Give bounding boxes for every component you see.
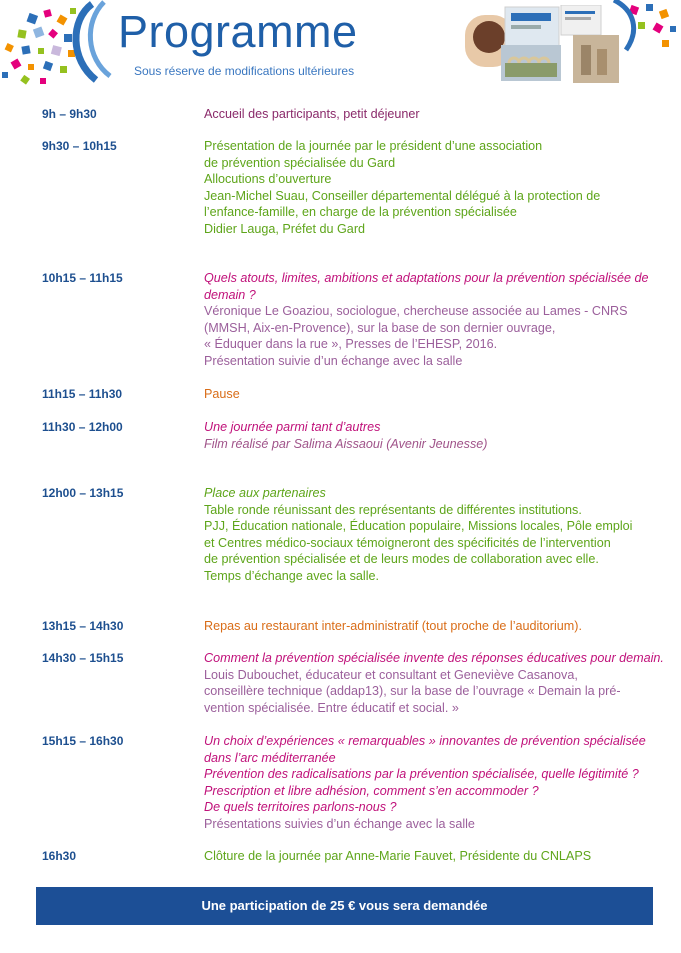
schedule-line: « Éduquer dans la rue », Presses de l’EHESP, 2016. — [204, 337, 498, 352]
confetti-decoration-right — [600, 0, 681, 60]
schedule-description — [204, 106, 624, 123]
schedule-time: 11h15 – 11h30 — [42, 387, 123, 401]
schedule-line: Jean-Michel Suau, Conseiller départemental délégué à la protection de — [204, 188, 601, 203]
schedule-line: l’enfance-famille, en charge de la prévention spécialisée — [204, 205, 517, 220]
schedule-description — [204, 386, 624, 403]
schedule-line: Présentations suivies d’un échange avec la salle — [204, 816, 475, 831]
schedule-line: Quels atouts, limites, ambitions et adaptations pour la prévention spécialisée de — [204, 271, 649, 285]
schedule-line: Repas au restaurant inter-administratif (tout proche de l’auditorium). — [204, 619, 582, 633]
schedule-line: Présentation de la journée par le président d’une association — [204, 139, 543, 153]
schedule-line: De quels territoires parlons-nous ? — [204, 800, 397, 815]
schedule-time: 11h30 – 12h00 — [42, 420, 123, 434]
schedule-line: vention spécialisée. Entre éducatif et social. » — [204, 700, 459, 715]
schedule-time: 14h30 – 15h15 — [42, 651, 124, 665]
schedule-time: 16h30 — [42, 849, 77, 863]
schedule-line: Place aux partenaires — [204, 486, 326, 500]
schedule-line: de prévention spécialisée du Gard — [204, 155, 396, 170]
page-subtitle: Sous réserve de modifications ultérieures — [134, 64, 355, 78]
page-header — [0, 0, 681, 95]
schedule-line: Clôture de la journée par Anne-Marie Fauvet, Présidente du CNLAPS — [204, 849, 592, 863]
schedule-line: Didier Lauga, Préfet du Gard — [204, 221, 366, 236]
schedule-line: Temps d’échange avec la salle. — [204, 568, 380, 583]
schedule-line: de prévention spécialisée et de leurs modes de collaboration avec elle. — [204, 552, 599, 567]
schedule-time: 15h15 – 16h30 — [42, 734, 124, 748]
schedule-line: demain ? — [204, 287, 256, 302]
schedule-line: Véronique Le Goaziou, sociologue, chercheuse associée au Lames - CNRS — [204, 304, 628, 319]
page-title: Programme — [118, 6, 358, 57]
schedule-line: Présentation suivie d’un échange avec la salle — [204, 353, 463, 368]
photo-collage-image — [465, 5, 620, 87]
schedule-line: Prescription et libre adhésion, comment s’en accommoder ? — [204, 783, 539, 798]
schedule-line: Un choix d’expériences « remarquables » innovantes de prévention spécialisée — [204, 734, 646, 748]
schedule-line: Comment la prévention spécialisée invente des réponses éducatives pour demain. — [204, 651, 664, 665]
schedule-line: PJJ, Éducation nationale, Éducation populaire, Missions locales, Pôle emploi — [204, 519, 633, 534]
schedule-line: Allocutions d’ouverture — [204, 172, 332, 187]
schedule-line: dans l’arc méditerranée — [204, 750, 336, 765]
schedule-description — [204, 848, 624, 865]
schedule-time: 13h15 – 14h30 — [42, 619, 124, 633]
schedule-time: 9h – 9h30 — [42, 107, 97, 121]
schedule-line: Accueil des participants, petit déjeuner — [204, 107, 420, 121]
participation-fee-banner: Une participation de 25 € vous sera demandée — [36, 887, 653, 925]
schedule-line: Table ronde réunissant des représentants de différentes institutions. — [204, 502, 582, 517]
schedule-line: conseillère technique (addap13), sur la base de l’ouvrage « Demain la pré- — [204, 684, 621, 699]
schedule-description — [204, 733, 646, 833]
schedule-time: 9h30 – 10h15 — [42, 139, 117, 153]
schedule-description — [204, 650, 664, 716]
schedule-line: Une journée parmi tant d’autres — [204, 420, 381, 434]
schedule-time: 10h15 – 11h15 — [42, 271, 123, 285]
confetti-decoration-left — [0, 0, 118, 95]
schedule-time: 12h00 – 13h15 — [42, 486, 124, 500]
schedule-line: Prévention des radicalisations par la prévention spécialisée, quelle légitimité ? — [204, 767, 639, 782]
schedule-line: (MMSH, Aix-en-Provence), sur la base de son dernier ouvrage, — [204, 320, 556, 335]
schedule-line: Louis Dubouchet, éducateur et consultant et Geneviève Casanova, — [204, 667, 578, 682]
schedule-description — [204, 485, 633, 585]
schedule-description — [204, 618, 624, 635]
schedule-description — [204, 138, 624, 238]
schedule-description — [204, 270, 649, 370]
schedule-line: et Centres médico-sociaux témoigneront des spécificités de l’intervention — [204, 535, 611, 550]
schedule-description — [204, 419, 624, 452]
schedule-line: Pause — [204, 387, 240, 401]
schedule-line: Film réalisé par Salima Aissaoui (Avenir Jeunesse) — [204, 436, 488, 451]
